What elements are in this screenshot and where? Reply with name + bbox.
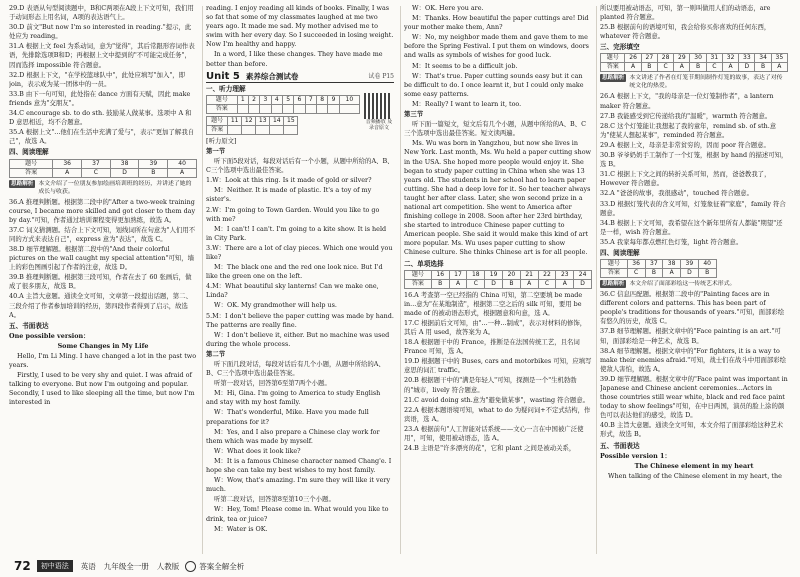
answer-q34: 34.B 根据上下文可知，我希望在这个新年里所有人都能"期望"还是一样，wish 符合题意。 [600,218,783,236]
table-cell: A [722,63,738,72]
dialogue-line: 3.W：There are a lot of clay pieces. Which one would you like? [206,243,393,261]
answer-table [206,95,360,114]
table-cell: 答案 [601,269,628,278]
table-cell: A [674,63,690,72]
dialogue-line: 2.W：I'm going to Town Garden. Would you like to go with me? [206,205,380,223]
table-cell: 题号 [601,54,625,63]
dialogue-line: 1.W：Look at this ring. Is it made of gold or silver? [206,176,372,185]
unit-page-ref: 试卷 P15 [368,72,394,80]
table-cell: B [641,63,657,72]
answer-q29: 29.A 根据上文，母亲是非常贫穷的，因而 poor 符合题意。 [600,140,770,149]
possible-version-label: One possible version： [9,331,90,340]
column-4 [600,4,788,552]
table-cell: A [449,279,467,288]
answer-q30: 30.D 前文"But now I'm so interested in reading."提示，此处应为 reading。 [9,23,192,41]
table-cell: 30 [690,54,706,63]
analysis-badge: 思路解析 [11,180,34,187]
table-cell: B [645,269,663,278]
answer-q17: 17.C 根据前后文可知，由"...一种...制成"，表示对材料的修饰，其后 A 用 used，故答案为 A。 [404,318,587,336]
listening-passage: Ms. Wu was born in Yangzhou, but now she lives in New York. Last month, Ms. Wu held a paper cutting show in the USA. She hoped more people would enjoy it. She began to study paper cutting in China when she was 13 years old. The students in her school had to learn paper cutting. She had a deep love for it. So her teacher always taught her after class. Later, she won second prize in a national art competition. She went to America after finishing college in 2008. Soon after her 23rd birthday, she started to introduce Chinese paper cutting to American people. She said it would make this kind of art more popular. Ms. Wu uses paper cutting to show Chinese culture. She thinks Chinese art is for all people. [404,139,592,257]
table-cell: 33 [739,54,755,63]
table-cell [242,125,256,134]
table-cell [328,104,339,113]
table-cell: A [625,63,641,72]
answer-q32: 32.A "爸爸的故事，我很感动"，touched 符合题意。 [600,189,754,198]
table-cell: B [502,279,520,288]
essay-paragraph: When talking of the Chinese element in my heart, the [608,471,782,480]
table-cell [316,104,327,113]
subsection-heading: 第三节 [404,110,424,119]
dialogue-line: W：OK. Here you are. [412,4,484,12]
table-cell: A [168,168,197,177]
table-cell: 4 [271,95,282,104]
table-cell [248,104,259,113]
table-cell [237,104,248,113]
footer-subject: 英语 [80,561,96,571]
answer-q25: 25.B 根据前句的语境可知，我会给你买你喜欢的任何东西，whatever 符合题意。 [600,23,771,41]
answer-table [206,116,298,135]
answer-table [9,159,197,178]
column-divider [400,6,401,554]
table-cell: 10 [339,95,359,104]
table-cell [294,104,305,113]
table-cell: 35 [771,54,787,63]
answer-q29: 29.D 表语从句型阅读题中，B和C两项在A段上下文可知，我们用于动词形态上用名词，A项的表达语气上。 [9,4,194,22]
table-cell: 题号 [405,270,432,279]
table-cell: D [110,168,139,177]
table-cell: 6 [294,95,305,104]
section-heading: 五、书面表达 [9,321,49,330]
table-cell [270,125,284,134]
footer-edition: 人教版 [156,561,180,571]
answer-q28: 28.C 这个灯笼能让我想起了我的童年，remind sb. of sth.意为"使某人想起某事"，reminded 符合题意。 [600,121,777,139]
table-cell: 32 [722,54,738,63]
table-cell: 题号 [10,159,53,168]
answer-table [600,53,788,72]
answer-q33: 33.B 由下一句可知，此处指在 dance 方面有天赋，因此 make friends 意为"交朋友"。 [9,89,191,107]
table-cell: 36 [627,260,645,269]
answer-q30: 30.B 爷爷奶奶手工制作了一个灯笼，根据 by hand 的描述可知，选 B。 [600,151,788,169]
table-cell: 40 [168,159,197,168]
table-cell: 答案 [207,125,228,134]
answer-table-row [601,63,788,72]
answer-table-header-row [601,54,788,63]
table-cell: 38 [110,159,139,168]
qr-code-label: 音频播放 及录音原文 [365,118,393,131]
essay-paragraph: reading. I enjoy reading all kinds of books. Finally, I was so fat that some of my classmates laughed at me two years ago. It made me sad. My mother advised me to swim with her every day. So I succeeded in losing weight. Now I'm healthy and happy. [206,4,394,49]
dialogue-line: M：It is a famous Chinese character named Chang'e. I hope she can take my best wishes to my host family. [206,456,392,475]
table-cell [339,104,359,113]
unit-title: 素养综合测试卷 [245,71,299,81]
answer-q35: 35.A 根据上文"...他们在生活中充满了爱与"，表示"更加了解我自己"，故选 A。 [9,128,195,146]
answer-table-header-row [601,260,717,269]
table-cell: 答案 [601,63,625,72]
table-cell: 24 [574,270,592,279]
answer-q39: 39.B 推理判断题。根据第三段可知，作者在去了 60 张画后，做成了很多朋友，故选 B。 [9,273,192,291]
listening-script-label: [听力原文] [206,136,237,145]
table-cell: B [690,63,706,72]
table-cell: 答案 [10,168,53,177]
answer-q24: 24.B 主语是"许多漂亮的花"，它和 plant 之间是被动关系， [404,444,576,453]
publisher-logo-icon [185,561,196,572]
table-cell: 答案 [207,104,238,113]
answer-q18: 18.A 根据题干中的 France，推断是在法国传统工艺，且名词 France 可知，选 A。 [404,338,580,356]
table-cell [260,104,271,113]
table-cell: 16 [431,270,449,279]
analysis-badge: 思路解析 [602,75,625,82]
answer-q31: 31.C 根据上下文之间的转折关系可知，然而，爸爸教我了，However 符合题意。 [600,170,771,188]
page-footer [0,555,800,577]
dialogue-line: M：Yes, and I also prepare a Chinese clay work for them which was made by myself. [206,427,380,445]
table-cell: D [485,279,503,288]
table-cell: 15 [284,116,298,125]
dialogue-line: M：Water is OK. [214,524,268,533]
table-cell: 19 [485,270,503,279]
answer-q40: 40.B 主旨大意题。通读全文可知，本文介绍了面部彩绘这种艺术形式，故选 B。 [600,421,784,439]
table-cell: 21 [520,270,538,279]
answer-q38: 38.D 细节理解题。根据第二段中的"And their colorful pictures on the wall caught my special attention"可知，墙上的彩色图画引起了作者的注意，故选 D。 [9,244,195,272]
answer-q37: 37.B 细节理解题。根据文章中的"Face painting is an art."可知，面部彩绘是一种艺术，故选 B。 [600,327,781,345]
answer-q39: 39.D 细节理解题。根据文章中的"Face paint was important in Japanese and Chinese ancient ceremonies...Actors in those countries still wear white, black and red face paint today to show feelings"可知，在中日两国，演员的脸上涂的颜色可以表达他们的感受，故选 D。 [600,374,788,420]
table-cell: D [574,279,592,288]
table-cell: 39 [139,159,168,168]
table-cell: 34 [755,54,771,63]
table-cell: 题号 [207,95,238,104]
subsection-heading: 第二节 [206,349,226,358]
table-cell: A [771,63,787,72]
table-cell: 2 [248,95,259,104]
table-cell: C [706,63,722,72]
answer-q20: 20.B 根据题干中的"满是年轻人"可知，探测是一个"生机勃勃的"城市，lively 符合题意。 [404,376,577,394]
column-divider [202,6,203,554]
dialogue-line: 5.M：I don't believe the paper cutting was made by hand. The patterns are really fine. [206,311,394,329]
table-cell: 题号 [601,260,628,269]
section-heading: 二、单项选择 [404,259,444,268]
answer-table [600,259,717,278]
answer-q36: 36.C 信息匹配题。根据第二段中的"Painting faces are in different colors and patterns. This has been part of people's traditions for thousands of years."可知，面部彩绘有悠久的历史，故选 C。 [600,290,785,326]
table-cell: C [627,269,645,278]
table-cell: 40 [698,260,716,269]
table-cell: 22 [538,270,556,279]
answer-table-row [207,104,360,113]
dialogue-line: W：Hey, Tom! Please come in. What would you like to drink, tea or juice? [206,505,389,523]
qr-code-block[interactable] [364,93,394,131]
footer-grade: 九年级全一册 [103,561,149,571]
table-cell: B [755,63,771,72]
answer-q37: 37.C 词义猜测题。结合上下文可知，划线词所在句意为"人们用不同的方式来表达自己"，express 意为"表达"，故选 C。 [9,225,196,243]
section-heading: 一、听力理解 [206,84,246,93]
answer-q24-cont: 所以要用被动语态，可知，第一则叫做用人们的动语态，are planted 符合题意。 [600,4,771,22]
answer-q36: 36.A 推理判断题。根据第二段中的"After a two-week training course, I became more skilled and got closer to them day by day."可知，作者通过培训课程变得更加熟练，故选 A。 [9,197,196,224]
page-number: 72 [14,559,31,573]
table-cell: 28 [657,54,673,63]
qr-code-icon[interactable] [364,93,390,119]
table-cell: 11 [228,116,242,125]
table-cell: 9 [328,95,339,104]
table-cell: 31 [706,54,722,63]
answer-q26: 26.A 根据上下文，"我的母亲是一位灯笼制作者"，a lantern maker 符合题意。 [600,92,774,110]
dialogue-line: M：Really? I want to learn it, too. [412,99,522,108]
column-2 [206,4,394,552]
answer-table-row [10,168,197,177]
essay-title: Some Changes in My Life [57,341,149,350]
table-cell: A [520,279,538,288]
table-cell [256,125,270,134]
analysis-text: 本文介绍了面部彩绘这一传统艺术形式。 [629,281,736,288]
dialogue-line: M：The black one and the red one look nice. But I'd like the green one on the left. [206,263,383,281]
unit-header [206,72,394,83]
table-cell: 27 [641,54,657,63]
answer-q23: 23.A 根据前句"人工智能对话系统——文心一言在中国被广泛使用"，可知，使用被动语态，选 A。 [404,424,584,443]
essay-paragraph: In a word, I like these changes. They have made me better than before. [206,50,383,68]
section-heading: 四、阅读理解 [600,248,640,257]
table-cell: D [681,269,699,278]
analysis-note [9,180,197,196]
answer-table-row [207,125,298,134]
table-cell: D [739,63,755,72]
table-cell: 7 [305,95,316,104]
table-cell: C [657,63,673,72]
table-cell: A [556,279,574,288]
table-cell: C [467,279,485,288]
table-cell: 38 [663,260,681,269]
table-cell [271,104,282,113]
dialogue-line: 4.M：What beautiful sky lanterns! Can we make one, Linda? [206,282,379,300]
dialogue-line: W：What does it look like? [214,446,301,455]
instruction-text: 听第二段对话，回答第8至第10三个小题。 [214,495,335,504]
dialogue-line: M：Neither. It is made of plastic. It's a toy of my sister's. [206,186,372,204]
essay-title: The Chinese element in my heart [634,461,754,470]
table-cell: 20 [502,270,520,279]
answer-table-row [601,269,717,278]
dialogue-line: W：No, my neighbor made them and gave them to me before the Spring Festival. I put them on windows, doors and walls as symbols of wishes for good luck. [404,33,589,60]
answer-q34: 34.C encourage sb. to do sth. 鼓励某人做某事。选项中 A 和 D 意思相近，均不合题意。 [9,109,192,127]
dialogue-line: M：It seems to be a difficult job. [412,61,518,70]
table-cell: 39 [681,260,699,269]
analysis-text: 本文讲述了作者在灯笼节期间制作灯笼的故事，表达了对传统文化的热爱。 [629,75,783,90]
dialogue-line: W：Wow, that's amazing. I'm sure they will like it very much. [206,476,391,494]
dialogue-line: M：Thanks. How beautiful the paper cuttings are! Did your mother make them, Ann? [404,14,589,32]
section-heading: 四、阅读理解 [9,148,49,157]
table-cell: B [431,279,449,288]
answer-q22: 22.A 根据本题语境可知，what to do 为疑问词+不定式结构，作宾语，选 A。 [404,405,591,423]
answer-q33: 33.D 根据灯笼代表的含义可知，灯笼象征着"家庭"，family 符合题意。 [600,199,786,217]
listening-block [206,85,394,135]
answer-q21: 21.C avoid doing sth.意为"避免做某事"，wasting 符合题意。 [404,395,590,404]
answer-q19: 19.D 根据题干中的 Buses, cars and motorbikes 可知，应填写意思的词汇 traffic。 [404,357,592,375]
dialogue-line: M：Hi, Gina. I'm going to America to study English and stay with my host family. [206,389,381,407]
table-cell: 37 [645,260,663,269]
table-cell: 8 [316,95,327,104]
table-cell: 12 [242,116,256,125]
column-3 [404,4,592,552]
possible-version-label: Possible version 1： [600,451,671,460]
column-divider [596,6,597,554]
instruction-text: 听下面一篇短文，短文后有几个小题，从题中所给的A、B、C三个选项中选出最佳答案。短文读两遍。 [404,120,586,138]
table-cell: A [663,269,681,278]
table-cell: 23 [556,270,574,279]
answer-q27: 27.B 我能感受到它传递给我的"温暖"，warmth 符合题意。 [600,111,772,120]
table-cell: 3 [260,95,271,104]
table-cell: 17 [449,270,467,279]
section-heading: 三、完形填空 [600,43,640,52]
answer-table-header-row [10,159,197,168]
answer-table-header-row [207,95,360,104]
table-cell: B [139,168,168,177]
analysis-badge: 思路解析 [602,281,625,288]
dialogue-line: M：I can't! I can't. I'm going to a kite show. It is held in City Park. [206,224,387,242]
essay-paragraph: Firstly, I used to be very shy and quiet. I was afraid of talking to everyone. But now I'm outgoing and popular. Secondly, I used to like sleeping all the time, but now I'm interested in [9,371,195,407]
table-cell [282,104,293,113]
table-cell [228,125,242,134]
answer-q31: 31.A 根据上文 feel 为系动词，意为"觉得"，其后常跟形容词作表语，先排除选项B和D；再根据上文中提到的"不可能完成任务"，因而选择 impossible 符合题意。 [9,42,195,69]
table-cell: 36 [53,159,82,168]
table-cell: 答案 [405,279,432,288]
series-badge: 初中语法 [37,560,73,572]
answer-table-header-row [207,116,298,125]
table-cell: 5 [282,95,293,104]
section-heading: 五、书面表达 [600,441,640,450]
column-1 [9,4,197,552]
instruction-text: 听下面几段对话，每段对话后有几个小题，从题中所给的A、B、C三个选项中选出最佳答案。 [206,360,385,378]
table-cell: 14 [270,116,284,125]
answer-q38: 38.A 细节理解题。根据文章中的"For fighters, it is a way to make their enemies afraid."可知，战士们在战斗中用面部彩绘使敌人害怕，故选 A。 [600,346,787,373]
table-cell: C [538,279,556,288]
instruction-text: 听下面5段对话，每段对话后有一个小题，从题中所给的A、B、C三个选项中选出最佳答案。 [206,157,394,175]
answer-table [404,270,592,289]
analysis-note [600,280,788,288]
unit-number: Unit 5 [206,70,240,82]
footer-label: 答案全解全析 [199,561,245,571]
table-cell: 13 [256,116,270,125]
answer-q16: 16.A 考查第一空已经指的 China 可知，第二空要填 be made in...意为"在某地制造"，根据第二空之后的 silk 可知，要用 be made of 的被动语态形式，根据题意和句意，选 A。 [404,290,583,317]
table-cell [305,104,316,113]
table-cell: 29 [674,54,690,63]
table-cell: B [698,269,716,278]
dialogue-line: W：That's wonderful, Mike. Have you made full preparations for it? [206,408,369,426]
analysis-text: 本文介绍了一位朋友参加绘画培训班的经历，并讲述了她的成长与收获。 [38,180,192,195]
analysis-note [600,74,788,90]
table-cell: 18 [467,270,485,279]
dialogue-line: W：OK. My grandmother will help us. [214,301,337,310]
table-cell: A [53,168,82,177]
table-cell: 1 [237,95,248,104]
answer-q35: 35.A 我家每年都点燃红色灯笼，light 符合题意。 [600,237,743,246]
table-cell: 37 [82,159,111,168]
instruction-text: 听第一段对话，回答第6至第7两个小题。 [214,379,331,388]
table-cell [284,125,298,134]
answer-table-header-row [405,270,592,279]
table-cell: 26 [625,54,641,63]
answer-q32: 32.D 根据上下文，"在学校篮球队中"，此处应填写"加入"，即 join，表示成为某一团体中的一员。 [9,70,186,88]
essay-paragraph: Hello, I'm Li Ming. I have changed a lot in the past two years. [9,352,197,370]
answer-q40: 40.A 主旨大意题。通读全文可知，文章第一段提出话题，第二、三段介绍了作者参加培训的经历，第四段作者得到了启示，故选 A。 [9,292,192,319]
table-cell: C [82,168,111,177]
dialogue-line: W：I don't believe it, either. But no machine was used during the whole process. [206,330,390,348]
table-cell: 题号 [207,116,228,125]
dialogue-line: W：That's true. Paper cutting sounds easy but it can be difficult to do. I once learnt it, but I could only make some easy patterns. [404,71,584,98]
subsection-heading: 第一节 [206,146,226,155]
answer-table-row [405,279,592,288]
